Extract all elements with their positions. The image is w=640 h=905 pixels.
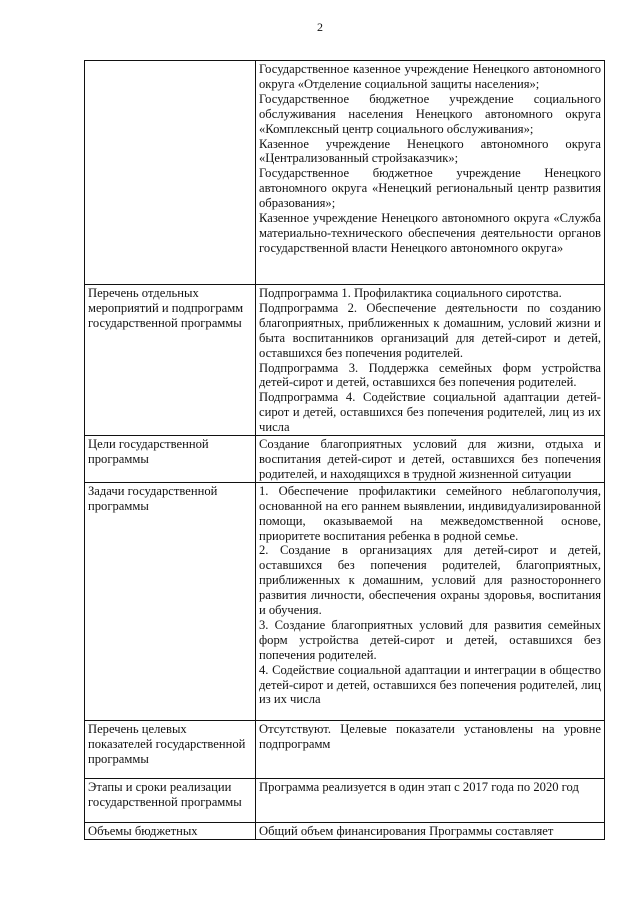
row-label: Цели государственной программы xyxy=(85,436,256,483)
content-paragraph: Общий объем финансирования Программы составляет xyxy=(259,823,554,838)
row-content xyxy=(256,436,605,483)
row-label: Перечень целевых показателей государственной программы xyxy=(85,720,256,778)
table-row xyxy=(85,436,605,483)
content-paragraph: 2. Создание в организациях для детей-сирот и детей, оставшихся без попечения родителей, благоприятных, приближенных к домашним, условий для разностороннего развития личности, обеспечения охраны здоровья, воспитания и обучения. xyxy=(259,543,601,618)
row-label xyxy=(85,61,256,285)
content-paragraph: Подпрограмма 4. Содействие социальной адаптации детей-сирот и детей, оставшихся без попечения родителей, лиц из их числа xyxy=(259,390,601,435)
row-content xyxy=(256,482,605,720)
content-paragraph: Подпрограмма 1. Профилактика социального сиротства. xyxy=(259,286,562,300)
row-content xyxy=(256,778,605,822)
row-label: Перечень отдельных мероприятий и подпрограмм государственной программы xyxy=(85,285,256,436)
content-paragraph: Государственное бюджетное учреждение социального обслуживания населения Ненецкого автономного округа «Комплексный центр социального обслуживания»; xyxy=(259,91,601,136)
content-paragraph: Казенное учреждение Ненецкого автономного округа «Централизованный стройзаказчик»; xyxy=(259,136,601,166)
content-paragraph: 1. Обеспечение профилактики семейного неблагополучия, основанной на его раннем выявлении, индивидуализированной помощи, оказываемой на межведомственной основе, приоритете воспитания ребенка в родной семье. xyxy=(259,483,601,543)
row-content xyxy=(256,822,605,839)
row-content xyxy=(256,720,605,778)
table-row xyxy=(85,285,605,436)
row-label: Этапы и сроки реализации государственной программы xyxy=(85,778,256,822)
row-content xyxy=(256,285,605,436)
row-label: Задачи государственной программы xyxy=(85,482,256,720)
content-paragraph: Подпрограмма 2. Обеспечение деятельности по созданию благоприятных, приближенных к домашним, условий жизни и быта воспитанников организаций для детей-сирот и детей, оставшихся без попечения родителей. xyxy=(259,300,601,360)
row-content xyxy=(256,61,605,285)
page-number: 2 xyxy=(317,20,323,34)
content-paragraph: 4. Содействие социальной адаптации и интеграции в общество детей-сирот и детей, оставшихся без попечения родителей, лиц из их числа xyxy=(259,662,601,707)
passport-table xyxy=(84,60,605,840)
table-row xyxy=(85,61,605,285)
table-row xyxy=(85,720,605,778)
content-paragraph: Отсутствуют. Целевые показатели установлены на уровне подпрограмм xyxy=(259,721,601,751)
content-paragraph: 3. Создание благоприятных условий для развития семейных форм устройства детей-сирот и детей, оставшихся без попечения родителей. xyxy=(259,617,601,662)
table-row xyxy=(85,482,605,720)
table-row xyxy=(85,822,605,839)
content-paragraph: Подпрограмма 3. Поддержка семейных форм устройства детей-сирот и детей, оставшихся без попечения родителей. xyxy=(259,360,601,390)
content-paragraph: Государственное казенное учреждение Ненецкого автономного округа «Отделение социальной защиты населения»; xyxy=(259,62,601,91)
content-paragraph: Создание благоприятных условий для жизни, отдыха и воспитания детей-сирот и детей, оставшихся без попечения родителей, и находящихся в трудной жизненной ситуации xyxy=(259,437,601,481)
content-paragraph: Государственное бюджетное учреждение Ненецкого автономного округа «Ненецкий региональный центр развития образования»; xyxy=(259,166,601,211)
content-paragraph: Казенное учреждение Ненецкого автономного округа «Служба материально-технического обеспечения деятельности органов государственной власти Ненецкого автономного округа» xyxy=(259,211,601,255)
row-label: Объемы бюджетных xyxy=(85,822,256,839)
content-paragraph: Программа реализуется в один этап с 2017 года по 2020 год xyxy=(259,779,579,794)
table-row xyxy=(85,778,605,822)
